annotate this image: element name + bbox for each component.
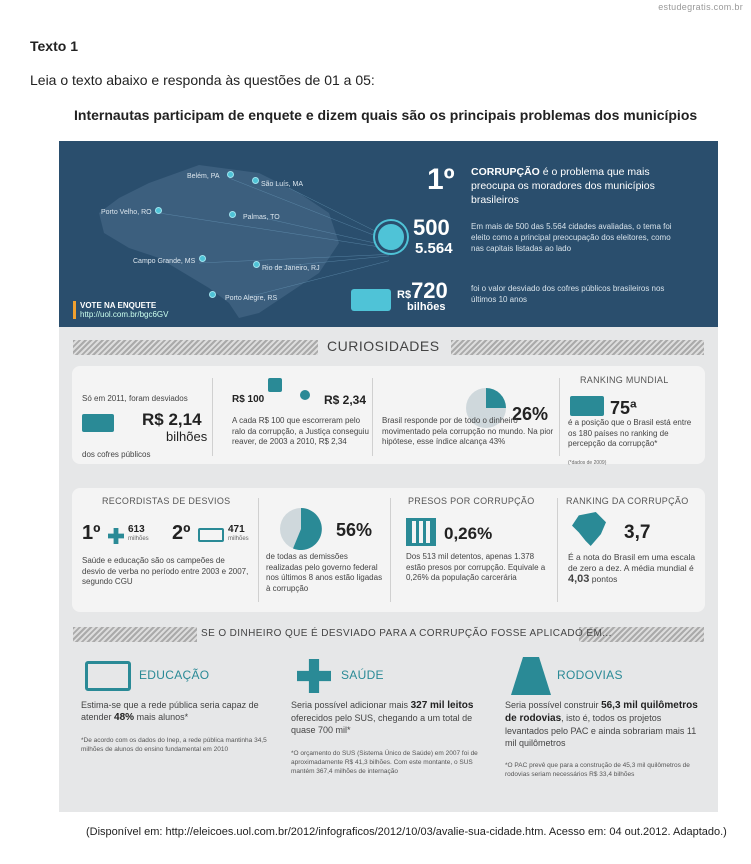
rank-text xyxy=(471,165,671,207)
r2-unit: milhões xyxy=(228,536,249,542)
c4-text: é a posição que o Brasil está entre os 180 países no ranking de percepção da corrupção* xyxy=(568,418,692,448)
c4-value: 75ª xyxy=(610,398,637,418)
rank-desc: é o problema que mais preocupa os moradores dos municípios brasileiros xyxy=(471,166,655,206)
map-pin xyxy=(253,261,260,268)
rodovias-title: RODOVIAS xyxy=(557,668,623,682)
site-watermark: estudegratis.com.br xyxy=(658,2,743,12)
road-icon xyxy=(511,657,551,695)
c4-text-block: É a nota do Brasil em uma escala de zero a dez. A média mundial é 4,03 pontos xyxy=(568,552,696,585)
stat-500: 500 xyxy=(413,215,450,240)
stripe-band xyxy=(73,340,318,355)
city-label: Campo Grande, MS xyxy=(133,258,196,265)
c2-b: R$ 2,34 xyxy=(324,393,367,407)
top-panel xyxy=(59,141,718,327)
c3-text: Brasil responde por de todo o dinheiro movimentado pela corrupção no mundo. Na pior hipótese, esse índice alcança 43% xyxy=(382,416,554,446)
c1-header: RECORDISTAS DE DESVIOS xyxy=(102,496,231,506)
city-label: Belém, PA xyxy=(187,173,220,180)
infographic xyxy=(59,141,718,812)
edu-title: EDUCAÇÃO xyxy=(139,668,210,682)
map-pin xyxy=(252,177,259,184)
c1-unit: bilhões xyxy=(166,429,208,444)
card-row-2 xyxy=(72,488,705,612)
section-title: CURIOSIDADES xyxy=(327,338,440,354)
rodovias-note: *O PAC prevê que para a construção de 45,3 mil quilômetros de rodovias seriam necessários R$ 33,4 bilhões xyxy=(505,762,690,778)
c2-text: A cada R$ 100 que escorreram pelo ralo da corrupção, a Justiça conseguiu reaver, de 2003 a 2010, R$ 2,34 xyxy=(232,416,369,446)
c2-a: R$ 100 xyxy=(232,394,265,405)
vote-link[interactable]: http://uol.com.br/bgc6GV xyxy=(80,310,169,319)
saude-text: Seria possível adicionar mais 327 mil leitos oferecidos pelo SUS, chegando a um total de quase 700 mil* xyxy=(291,700,474,735)
book-icon xyxy=(85,661,131,691)
map-pin xyxy=(155,207,162,214)
rodovias-text: Seria possível construir 56,3 mil quilômetros de rodovias, isto é, todos os projetos levantados pelo PAC e ainda sobrariam mais 11 mil quilômetros xyxy=(505,700,698,748)
c1-bottom: dos cofres públicos xyxy=(82,450,151,459)
c2-text: de todas as demissões realizadas pelo governo federal nos últimos 8 anos estão ligadas à corrupção xyxy=(266,552,383,593)
c3-text: Dos 513 mil detentos, apenas 1.378 estão presos por corrupção. Equivale a 0,26% da população carcerária xyxy=(406,552,546,582)
c4-header: RANKING DA CORRUPÇÃO xyxy=(566,496,689,506)
instruction: Leia o texto abaixo e responda às questões de 01 a 05: xyxy=(30,72,375,88)
applied-header: SE O DINHEIRO QUE É DESVIADO PARA A CORRUPÇÃO FOSSE APLICADO EM... xyxy=(201,628,612,639)
stripe-band xyxy=(73,627,197,642)
saude-note: *O orçamento do SUS (Sistema Único de Saúde) em 2007 foi de aproximadamente R$ 41,3 bilhões. Com este montante, o SUS mantém 367,4 milhões de internação xyxy=(291,750,478,775)
c3-value: 0,26% xyxy=(444,524,493,543)
map-pin xyxy=(209,291,216,298)
city-label: Porto Velho, RO xyxy=(101,209,152,216)
money-icon xyxy=(82,414,114,432)
city-label: Porto Alegre, RS xyxy=(225,295,278,302)
pie-56 xyxy=(278,506,324,552)
money-text: foi o valor desviado dos cofres públicos brasileiros nos últimos 10 anos xyxy=(471,284,665,304)
location-pin-icon xyxy=(375,221,407,253)
r2-value: 471 xyxy=(228,524,245,535)
stripe-band xyxy=(451,340,704,355)
r1-value: 613 xyxy=(128,524,145,535)
money-stack-icon xyxy=(351,289,391,311)
c1-value: R$ 2,14 xyxy=(142,410,202,429)
map-pin xyxy=(227,171,234,178)
coin-icon xyxy=(300,390,310,400)
c2-value: 56% xyxy=(336,520,373,540)
city-label: Rio de Janeiro, RJ xyxy=(262,265,320,272)
c4-note: (*dados de 2009) xyxy=(568,460,607,466)
infographic-headline: Internautas participam de enquete e dizem quais são os principais problemas dos municípios xyxy=(74,107,698,123)
podium-icon xyxy=(570,396,604,416)
city-label: São Luís, MA xyxy=(261,181,304,188)
map-pin xyxy=(199,255,206,262)
brazil-icon xyxy=(572,512,606,546)
source-footer: (Disponível em: http://eleicoes.uol.com.br/2012/infograficos/2012/10/03/avalie-sua-cidade.htm. Acesso em: 04 out.2012. Adaptado.) xyxy=(86,826,727,838)
stat-500-text: Em mais de 500 das 5.564 cidades avaliadas, o tema foi eleito como a principal preocupação dos eleitores, como nas capitais listadas ao lado xyxy=(471,222,672,253)
c4-header: RANKING MUNDIAL xyxy=(580,375,669,385)
c3-value: 26% xyxy=(512,404,549,424)
edu-note: *De acordo com os dados do Inep, a rede pública mantinha 34,5 milhões de alunos do ensino fundamental em 2010 xyxy=(81,737,267,753)
book-icon xyxy=(198,528,224,542)
vote-label: VOTE NA ENQUETE xyxy=(80,301,157,310)
c3-header: PRESOS POR CORRUPÇÃO xyxy=(408,496,535,506)
c1-text: Saúde e educação são os campeões de desvio de verba no período entre 2003 e 2007, segundo CGU xyxy=(82,556,249,586)
money-value: R$720 xyxy=(397,278,448,303)
vote-box[interactable] xyxy=(73,301,169,319)
money-icon xyxy=(268,378,282,392)
card-row-1 xyxy=(72,366,705,464)
r2-rank: 2º xyxy=(172,522,191,544)
rank-bold: CORRUPÇÃO xyxy=(471,166,540,178)
city-label: Palmas, TO xyxy=(243,214,280,221)
jail-icon xyxy=(406,518,436,546)
map-pin xyxy=(229,211,236,218)
c4-value: 3,7 xyxy=(624,522,651,543)
saude-title: SAÚDE xyxy=(341,668,384,682)
r1-rank: 1º xyxy=(82,522,101,544)
rank-number: 1º xyxy=(427,163,455,196)
r1-unit: milhões xyxy=(128,536,149,542)
money-unit: bilhões xyxy=(407,301,446,313)
stat-5564: 5.564 xyxy=(415,240,453,257)
c1-top: Só em 2011, foram desviados xyxy=(82,394,188,403)
health-cross-icon xyxy=(297,659,331,693)
health-cross-icon xyxy=(108,528,124,544)
edu-text: Estima-se que a rede pública seria capaz de atender 48% mais alunos* xyxy=(81,700,259,723)
text-title: Texto 1 xyxy=(30,38,78,54)
